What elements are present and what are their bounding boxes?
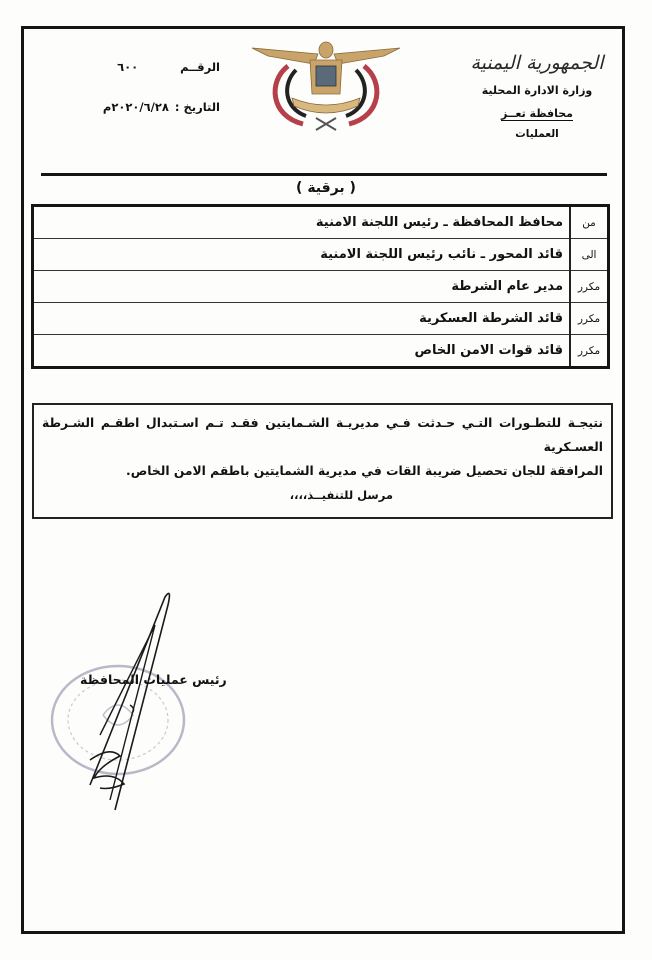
handwritten-signature-icon	[70, 585, 190, 815]
letterhead-left	[80, 60, 220, 140]
emblem-icon	[248, 36, 404, 132]
header-separator	[41, 173, 607, 176]
table-row	[33, 303, 609, 335]
ministry-name: وزارة الادارة المحلية	[481, 84, 593, 97]
date-label: التاريخ :	[174, 100, 220, 114]
routing-label: من	[570, 206, 609, 239]
routing-label: مكرر	[570, 271, 609, 303]
routing-value: محافظ المحافظة ـ رئيس اللجنة الامنية	[33, 206, 571, 239]
letterhead-right	[462, 52, 612, 140]
routing-value: مدير عام الشرطة	[33, 271, 571, 303]
table-row	[33, 206, 609, 239]
routing-table	[31, 204, 610, 369]
routing-label: مكرر	[570, 335, 609, 368]
governorate-name: محافظة تعــز	[501, 107, 573, 120]
country-name: الجمهورية اليمنية	[470, 52, 604, 74]
routing-label: مكرر	[570, 303, 609, 335]
table-row	[33, 239, 609, 271]
date-value: ٢٠٢٠/٦/٢٨م	[102, 100, 169, 114]
body-line-1: نتيجـة للتطـورات التـي حـدثت فـي مديريـة الشـمايتين فقـد تـم اسـتبدال اطقـم الشـرطة العسـكرية	[42, 416, 603, 454]
table-row	[33, 335, 609, 368]
routing-value: قائد الشرطة العسكرية	[33, 303, 571, 335]
department-name: العمليات	[515, 128, 559, 140]
number-label: الرقــم	[180, 60, 220, 74]
routing-value: قائد المحور ـ نائب رئيس اللجنة الامنية	[33, 239, 571, 271]
routing-label: الى	[570, 239, 609, 271]
document-title: ( برقية )	[296, 180, 356, 196]
signatory-title: رئيس عمليات المحافظة	[80, 672, 227, 687]
message-body	[32, 403, 613, 519]
number-value: ٦٠٠	[117, 60, 139, 74]
body-line-2: المرافقة للجان تحصيل ضريبة القات في مديرية الشمايتين باطقم الامن الخاص.	[126, 464, 603, 478]
closing-text: مرسل للتنفيــذ،،،،	[289, 488, 393, 502]
table-row	[33, 271, 609, 303]
routing-value: قائد قوات الامن الخاص	[33, 335, 571, 368]
